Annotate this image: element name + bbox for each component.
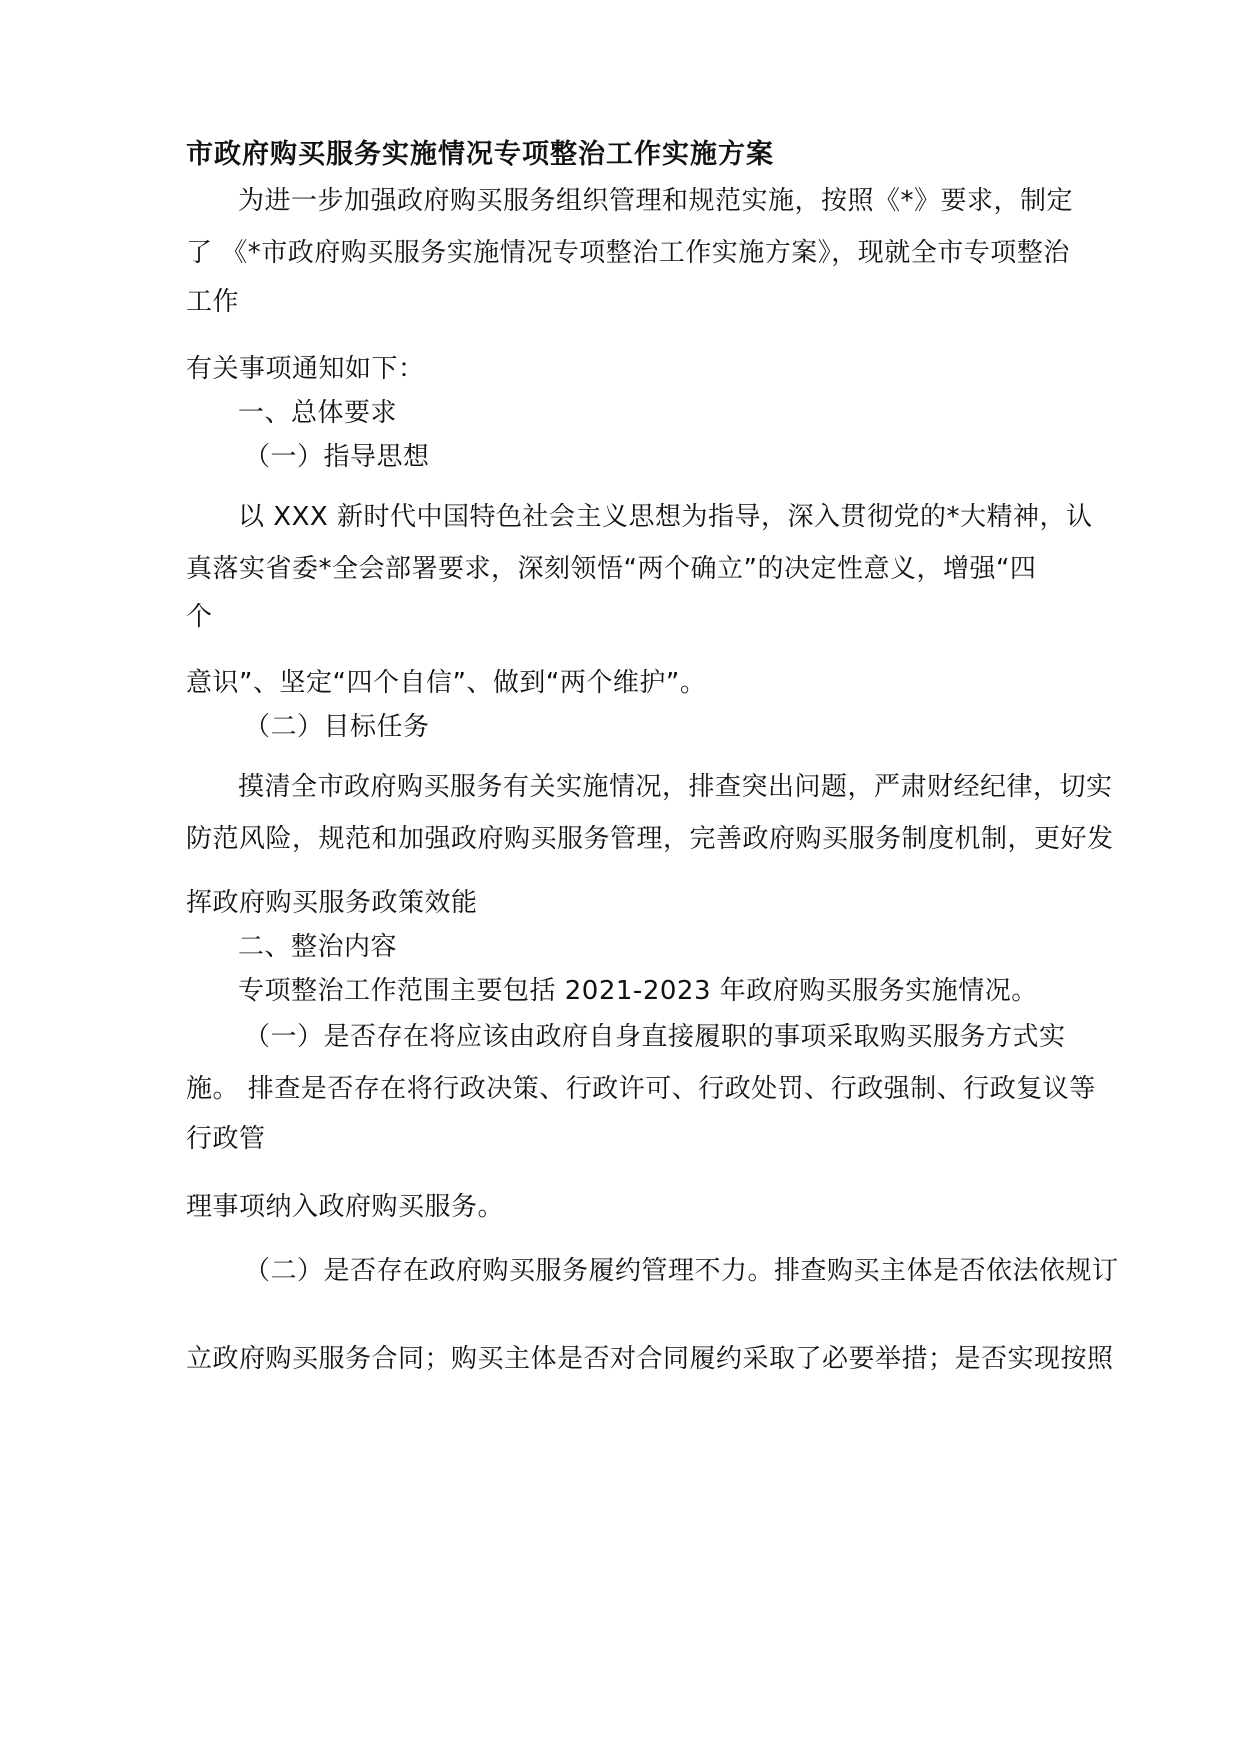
paragraph-line: 挥政府购买服务政策效能 xyxy=(186,888,478,918)
paragraph-line: （二）是否存在政府购买服务履约管理不力。排查购买主体是否依法依规订 xyxy=(244,1256,1119,1286)
paragraph-line: 摸清全市政府购买服务有关实施情况，排查突出问题，严肃财经纪律，切实 xyxy=(238,772,1113,802)
section-heading: 一、总体要求 xyxy=(238,398,398,428)
paragraph-line: （一）是否存在将应该由政府自身直接履职的事项采取购买服务方式实 xyxy=(244,1022,1066,1052)
subsection-heading: （一）指导思想 xyxy=(244,442,430,472)
paragraph-line: 工作 xyxy=(186,287,240,317)
paragraph-line: 个 xyxy=(186,602,213,632)
paragraph-line: 了 《*市政府购买服务实施情况专项整治工作实施方案》，现就全市专项整治 xyxy=(186,238,1070,268)
document-title: 市政府购买服务实施情况专项整治工作实施方案 xyxy=(186,139,774,170)
paragraph-line: 立政府购买服务合同；购买主体是否对合同履约采取了必要举措；是否实现按照 xyxy=(186,1344,1114,1374)
subsection-heading: （二）目标任务 xyxy=(244,712,430,742)
section-heading: 二、整治内容 xyxy=(238,932,398,962)
paragraph-line: 为进一步加强政府购买服务组织管理和规范实施，按照《*》要求，制定 xyxy=(238,186,1074,216)
paragraph-line: 意识”、坚定“四个自信”、做到“两个维护”。 xyxy=(186,668,707,698)
paragraph-line: 以 XXX 新时代中国特色社会主义思想为指导，深入贯彻党的*大精神，认 xyxy=(238,502,1093,532)
paragraph-line: 理事项纳入政府购买服务。 xyxy=(186,1192,505,1222)
paragraph-line: 防范风险，规范和加强政府购买服务管理，完善政府购买服务制度机制，更好发 xyxy=(186,824,1114,854)
paragraph-line: 真落实省委*全会部署要求，深刻领悟“两个确立”的决定性意义，增强“四 xyxy=(186,554,1037,584)
paragraph-line: 行政管 xyxy=(186,1124,266,1154)
paragraph-line: 有关事项通知如下： xyxy=(186,354,425,384)
paragraph-line: 施。 排查是否存在将行政决策、行政许可、行政处罚、行政强制、行政复议等 xyxy=(186,1074,1096,1104)
paragraph-line: 专项整治工作范围主要包括 2021-2023 年政府购买服务实施情况。 xyxy=(238,976,1038,1006)
